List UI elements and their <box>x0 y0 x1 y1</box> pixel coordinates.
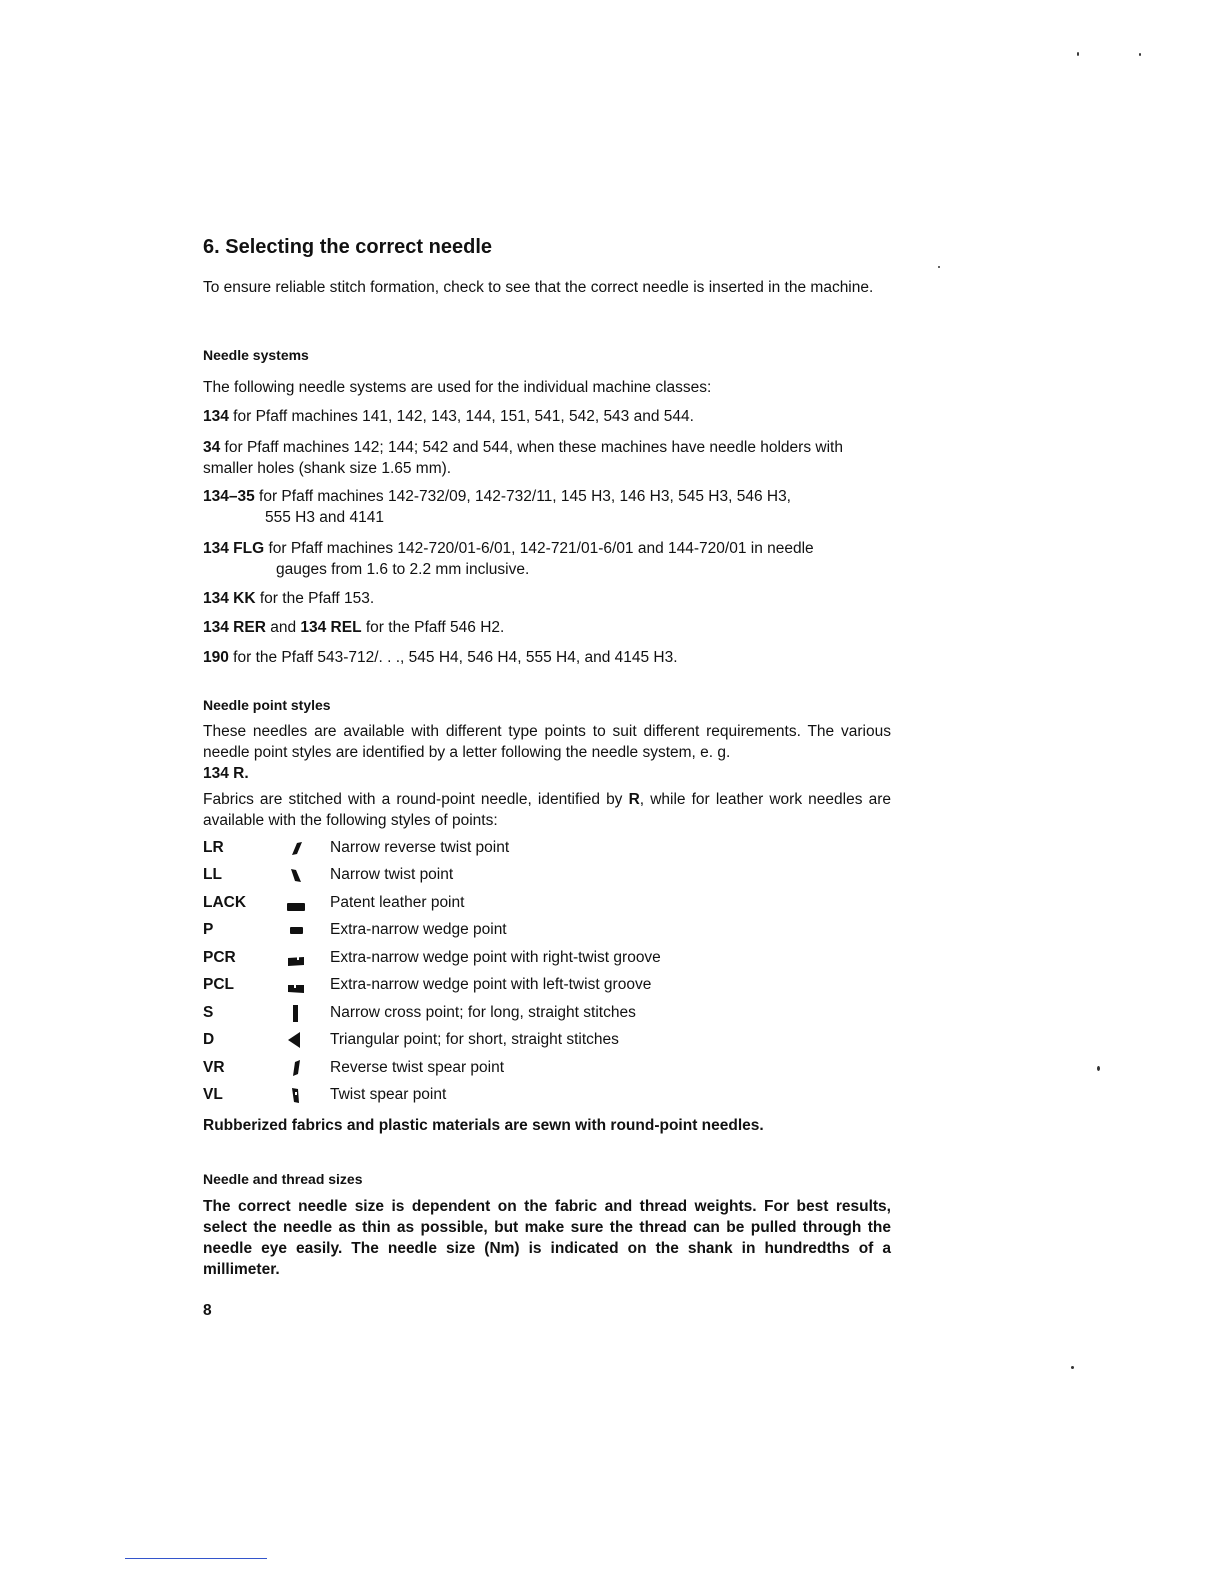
point-styles-para2: Fabrics are stitched with a round-point needle, identified by R, while for leather work needles are available with the following styles of points: <box>203 791 891 829</box>
lr-point-icon <box>283 836 309 860</box>
s-point-icon <box>283 1001 309 1025</box>
manual-page: 6. Selecting the correct needle To ensure reliable stitch formation, check to see that the correct needle is inserted in the machine. Needle systems The following needle systems are used for the individual machine classes: 134 for Pfaff machines 141, 142, 143, 144, 151, 541, 542, 543 and 544. 34 for Pfaff machines 142; 144; 542 and 544, when these machines have needle holders with smaller holes (shank size 1.65 mm). 134–35 for Pfaff machines 142-732/09, 142-732/11, 145 H3, 146 H3, 545 H3, 546 H3, 555 H3 and 4141 134 FLG for Pfaff machines 142-720/01-6/01, 142-721/01-6/01 and 144-720/01 in needle gauges from 1.6 to 2.2 mm inclusive. 134 KK for the Pfaff 153. 134 RER and 134 REL for the Pfaff 546 H2. 190 for the Pfaff 543-712/. . ., 545 H4, 546 H4, 555 H4, and 4145 H3. Needle point styles These needles are available with different type points to suit different requirements. The various needle point styles are identified by a letter following the needle system, e. g. 134 R. Fabrics are stitched with a round-point needle, identified by R, while for leather work needles are available with the following styles of points: LR Narrow reverse twist point LL Narrow twist point LACK Patent leather point P Extra-narrow wedge point PCR Extra-narrow wedge point with right-twist groove PCL Extra-narrow wedge point with left-twist groove S Narrow cross point; for long, straight stitches D Triangular point; for short, straight stitches VR Reverse twist spear point VL Twist spear point Rubberized fabrics and plastic materials are sewn with round-point needles. Needle and thread sizes The correct needle size is dependent on the fabric and thread weights. For best results, select the needle as thin as possible, but make sure the thread can be pulled through the needle eye easily. The needle size (Nm) is indicated on the shank in hundredths of a millimeter. 8 <box>0 0 1224 1584</box>
system-item-190: 190 for the Pfaff 543-712/. . ., 545 H4, 546 H4, 555 H4, and 4145 H3. <box>203 649 678 666</box>
point-styles-heading: Needle point styles <box>203 697 331 713</box>
scan-speck <box>1071 1366 1074 1369</box>
system-item-134-rer: 134 RER and 134 REL for the Pfaff 546 H2. <box>203 619 505 636</box>
p-point-icon <box>283 918 309 942</box>
vl-point-icon <box>283 1083 309 1107</box>
sizes-paragraph: The correct needle size is dependent on the fabric and thread weights. For best results, select the needle as thin as possible, but make sure the thread can be pulled through the needle eye easily. The needle size (Nm) is indicated on the shank in hundredths of a millimeter. <box>203 1198 891 1278</box>
page-number: 8 <box>203 1302 212 1319</box>
scan-speck <box>1097 1066 1100 1071</box>
scan-speck <box>938 266 940 268</box>
pcl-point-icon <box>283 973 309 997</box>
sizes-heading: Needle and thread sizes <box>203 1171 363 1187</box>
needle-systems-lead: The following needle systems are used for the individual machine classes: <box>203 379 712 396</box>
system-item-134-35: 134–35 for Pfaff machines 142-732/09, 142-732/11, 145 H3, 146 H3, 545 H3, 546 H3, <box>203 488 791 505</box>
vr-point-icon <box>283 1056 309 1080</box>
scan-speck <box>1077 52 1079 56</box>
scan-speck <box>1139 53 1141 56</box>
system-item-134: 134 for Pfaff machines 141, 142, 143, 144, 151, 541, 542, 543 and 544. <box>203 408 694 425</box>
system-item-134-35-cont: 555 H3 and 4141 <box>265 509 384 526</box>
point-styles-para1: These needles are available with different type points to suit different requirements. The various needle point styles are identified by a letter following the needle system, e. g. 134 R. <box>203 723 891 782</box>
scan-line <box>125 1558 267 1559</box>
section-title: 6. Selecting the correct needle <box>203 236 492 258</box>
d-point-icon <box>283 1028 309 1052</box>
ll-point-icon <box>283 863 309 887</box>
system-item-134-kk: 134 KK for the Pfaff 153. <box>203 590 375 607</box>
needle-systems-heading: Needle systems <box>203 347 309 363</box>
system-item-34: 34 for Pfaff machines 142; 144; 542 and 544, when these machines have needle holders with smaller holes (shank size 1.65 mm). <box>203 439 843 477</box>
pcr-point-icon <box>283 946 309 970</box>
point-styles-closing: Rubberized fabrics and plastic materials are sewn with round-point needles. <box>203 1117 764 1134</box>
lack-point-icon <box>283 891 309 915</box>
intro-paragraph: To ensure reliable stitch formation, check to see that the correct needle is inserted in the machine. <box>203 279 874 296</box>
system-item-134-flg-cont: gauges from 1.6 to 2.2 mm inclusive. <box>276 561 530 578</box>
system-item-134-flg: 134 FLG for Pfaff machines 142-720/01-6/01, 142-721/01-6/01 and 144-720/01 in needle <box>203 540 814 557</box>
